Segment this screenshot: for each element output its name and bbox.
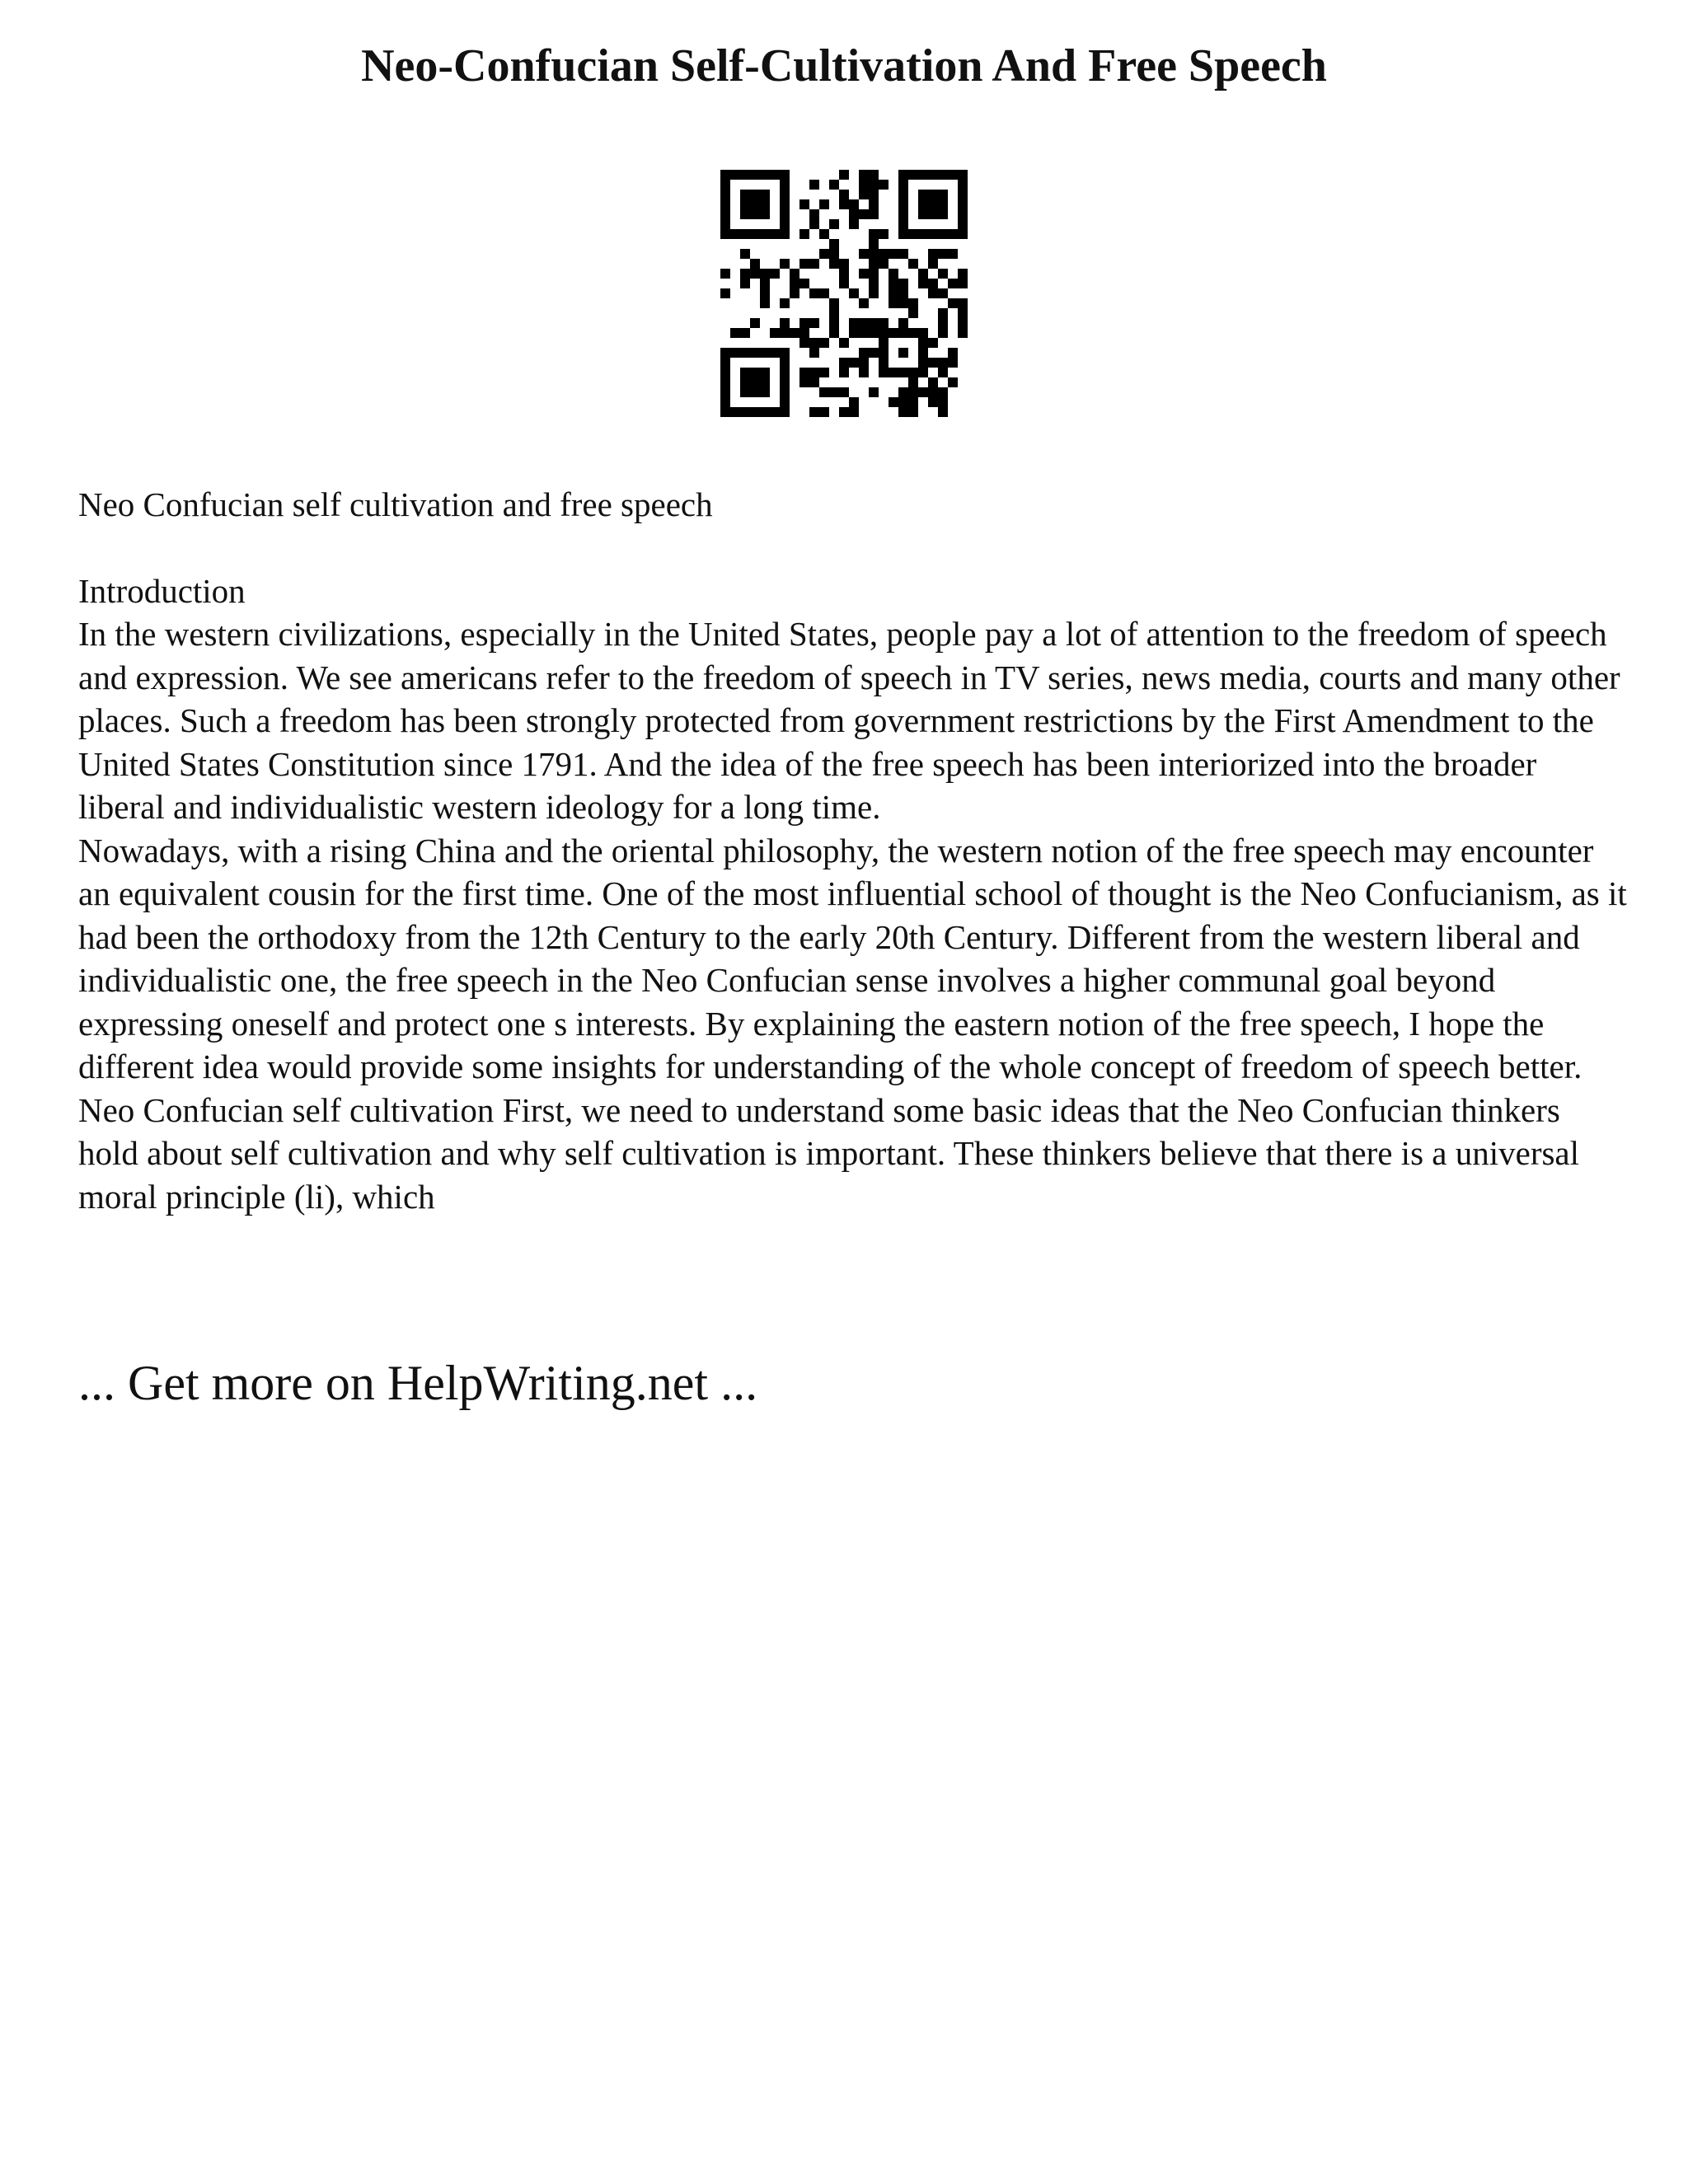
document-title: Neo-Confucian Self-Cultivation And Free Speech <box>361 40 1327 91</box>
document-body <box>78 483 1628 1218</box>
body-paragraph: In the western civilizations, especially in the United States, people pay a lot of attention to the freedom of speech and expression. We see americans refer to the freedom of speech in TV series, news media, courts and many other places. Such a freedom has been strongly protected from government restrictions by the First Amendment to the United States Constitution since 1791. And the idea of the free speech has been interiorized into the broader liberal and individualistic western ideology for a long time. <box>78 615 1620 826</box>
qr-code-icon[interactable] <box>720 170 968 417</box>
body-paragraph: Neo Confucian self cultivation First, we need to understand some basic ideas that the Neo Confucian thinkers hold about self cultivation and why self cultivation is important. These thinkers believe that there is a universal moral principle (li), which <box>78 1090 1580 1216</box>
body-paragraph: Nowadays, with a rising China and the oriental philosophy, the western notion of the free speech may encounter an equivalent cousin for the first time. One of the most influential school of thought is the Neo Confucianism, as it had been the orthodoxy from the 12th Century to the early 20th Century. Different from the western liberal and individualistic one, the free speech in the Neo Confucian sense involves a higher communal goal beyond expressing oneself and protect one s interests. By explaining the eastern notion of the free speech, I hope the different idea would provide some insights for understanding of the whole concept of freedom of speech better. <box>78 831 1627 1085</box>
document-subtitle: Neo Confucian self cultivation and free speech <box>78 485 713 523</box>
section-heading: Introduction <box>78 571 246 610</box>
get-more-link[interactable]: ... Get more on HelpWriting.net ... <box>78 1356 758 1410</box>
